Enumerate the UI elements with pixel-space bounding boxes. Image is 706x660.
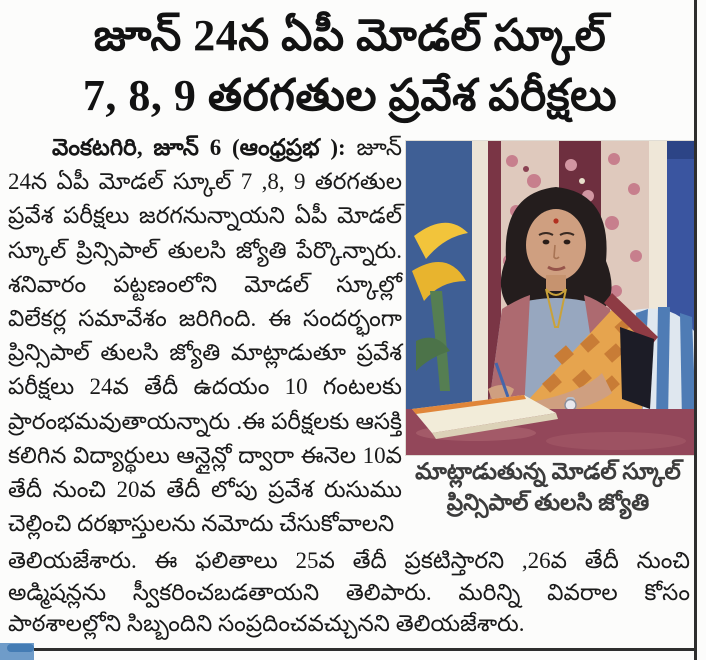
clipping-right-border xyxy=(694,0,697,660)
headline-line-1: జూన్ 24న ఏపీ మోడల్ స్కూల్ xyxy=(93,11,607,60)
article-dateline: వెంకటగిరి, జూన్ 6 (ఆంధ్రప్రభ ): xyxy=(52,135,346,160)
horizontal-scrollbar-thumb[interactable] xyxy=(0,643,34,660)
principal-photo xyxy=(406,141,694,455)
article-body-text: జూన్ 24న ఏపీ మోడల్ స్కూల్ 7 ,8, 9 తరగతుల ప్రవేశ పరీక్షలు జరగనున్నాయని ఏపీ మోడల్ స్కూల్ ప్రిన్సిపాల్ తులసి జ్యోతి పేర్కొన్నారు. శనివారం పట్టణంలోని మోడల్ స్కూల్లో విలేకర్ల సమావేశం జరిగింది. ఈ సందర్భంగా ప్రిన్సిపాల్ తులసి జ్యోతి మాట్లాడుతూ ప్రవేశ పరీక్షలు 24వ తేదీ ఉదయం 10 గంటలకు ప్రారంభమవుతాయన్నారు .ఈ పరీక్షలకు ఆసక్తి కలిగిన విద్యార్థులు ఆన్లైన్లో ద్వారా ఈనెల 10వ తేదీ నుంచి 20వ తేదీ లోపు ప్రవేశ రుసుము చెల్లించి దరఖాస్తులను నమోదు చేసుకోవాలని xyxy=(8,135,403,537)
photo-caption-line-2: ప్రిన్సిపాల్ తులసి జ్యోతి xyxy=(446,490,650,515)
clipping-bottom-border xyxy=(0,648,697,651)
article-tail-text: తెలియజేశారు. ఈ ఫలితాలు 25వ తేదీ ప్రకటిస్తారని ,26వ తేదీ నుంచి అడ్మిషన్లను స్వీకరించబడతాయని తెలిపారు. మరిన్ని వివరాల కోసం పాఠశాలల్లోని సిబ్బందిని సంప్రదించవచ్చునని తెలియజేశారు. xyxy=(8,548,690,636)
principal-photo-illustration xyxy=(406,141,694,455)
photo-caption xyxy=(398,456,698,518)
photo-caption-line-1: మాట్లాడుతున్న మోడల్ స్కూల్ xyxy=(415,459,681,484)
article-headline xyxy=(0,6,700,126)
scrollbar-thumb-bar xyxy=(7,644,34,652)
headline-line-2: 7, 8, 9 తరగతుల ప్రవేశ పరీక్షలు xyxy=(82,71,618,120)
article-body-column xyxy=(8,131,402,541)
